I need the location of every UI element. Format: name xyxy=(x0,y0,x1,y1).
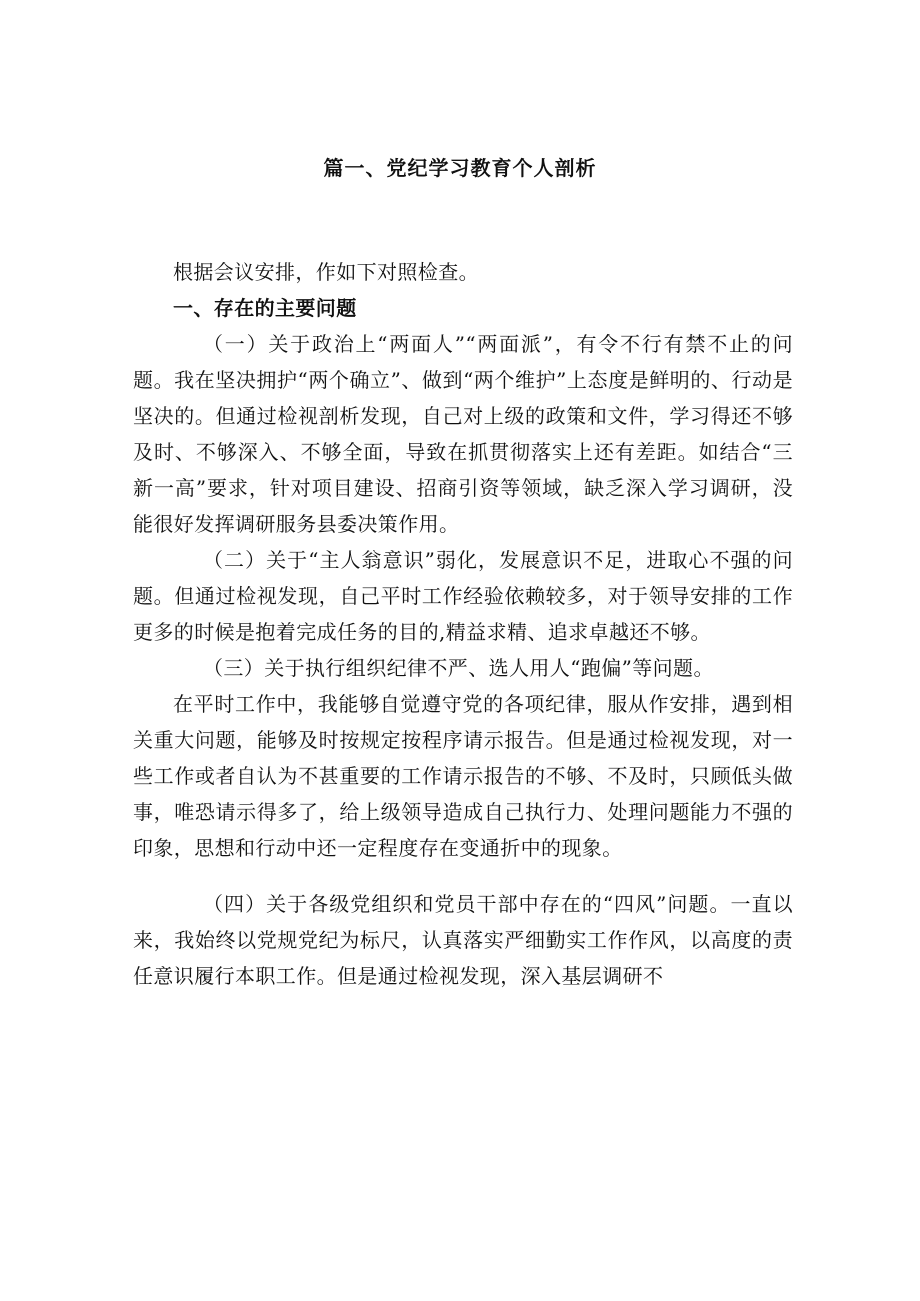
issue-paragraph-4: （四）关于各级党组织和党员干部中存在的“四风”问题。一直以来，我始终以党规党纪为标尺，认真落实严细勤实工作作风，以高度的责任意识履行本职工作。但是通过检视发现，深入基层调研不 xyxy=(133,892,793,988)
issue-paragraph-3-detail: 在平时工作中，我能够自觉遵守党的各项纪律，服从作安排，遇到相关重大问题，能够及时按规定按程序请示报告。但是通过检视发现，对一些工作或者自认为不甚重要的工作请示报告的不够、不及时，只顾低头做事，唯恐请示得多了，给上级领导造成自己执行力、处理问题能力不强的印象，思想和行动中还一定程度存在变通折中的现象。 xyxy=(133,692,793,860)
issue-paragraph-1: （一）关于政治上“两面人”“两面派”，有令不行有禁不止的问题。我在坚决拥护“两个确立”、做到“两个维护”上态度是鲜明的、行动是坚决的。但通过检视剖析发现，自己对上级的政策和文件，学习得还不够及时、不够深入、不够全面，导致在抓贯彻落实上还有差距。如结合“三新一高”要求，针对项目建设、招商引资等领域，缺乏深入学习调研，没能很好发挥调研服务县委决策作用。 xyxy=(133,332,793,536)
issue-paragraph-2: （二）关于“主人翁意识”弱化，发展意识不足，进取心不强的问题。但通过检视发现，自己平时工作经验依赖较多，对于领导安排的工作更多的时候是抱着完成任务的目的,精益求精、追求卓越还不够。 xyxy=(133,548,793,644)
document-title: 篇一、党纪学习教育个人剖析 xyxy=(323,156,597,180)
issue-paragraph-3: （三）关于执行组织纪律不严、选人用人“跑偏”等问题。 xyxy=(203,656,714,680)
intro-paragraph: 根据会议安排，作如下对照检查。 xyxy=(173,260,479,284)
section-heading: 一、存在的主要问题 xyxy=(173,296,357,320)
document-body xyxy=(133,254,793,994)
